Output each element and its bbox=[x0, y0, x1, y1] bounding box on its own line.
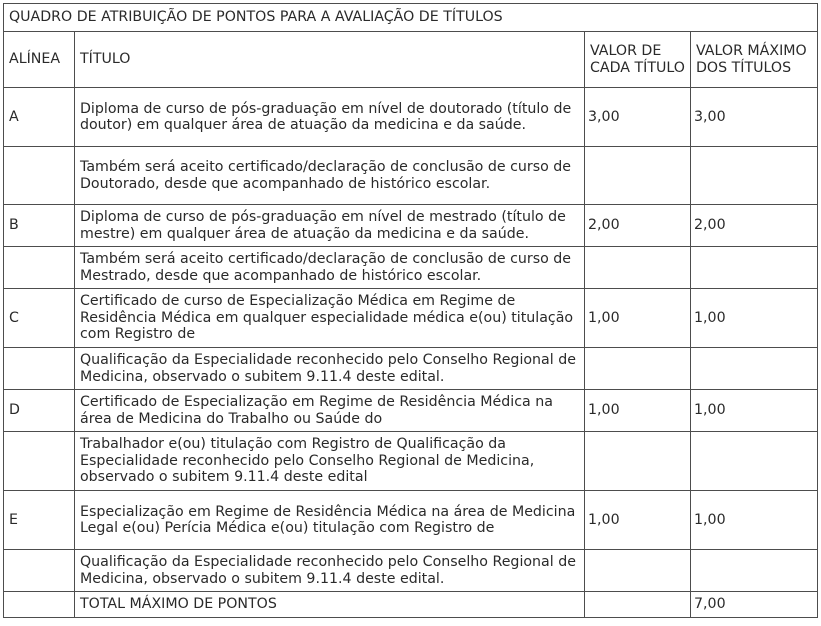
row-alinea bbox=[4, 432, 75, 491]
header-titulo: TÍTULO bbox=[75, 32, 585, 88]
row-alinea: E bbox=[4, 491, 75, 550]
row-valor-cada: 1,00 bbox=[585, 390, 691, 432]
table-row bbox=[4, 247, 818, 289]
row-titulo: Qualificação da Especialidade reconhecido pelo Conselho Regional de Medicina, observado o subitem 9.11.4 deste edital. bbox=[75, 348, 585, 390]
row-valor-maximo: 1,00 bbox=[691, 289, 818, 348]
row-titulo: Também será aceito certificado/declaração de conclusão de curso de Mestrado, desde que acompanhado de histórico escolar. bbox=[75, 247, 585, 289]
row-valor-cada bbox=[585, 348, 691, 390]
row-valor-maximo: 3,00 bbox=[691, 88, 818, 147]
table-row bbox=[4, 550, 818, 592]
row-valor-cada bbox=[585, 247, 691, 289]
table-title-row bbox=[4, 4, 818, 32]
total-value: 7,00 bbox=[691, 592, 818, 618]
row-titulo: Também será aceito certificado/declaração de conclusão de curso de Doutorado, desde que acompanhado de histórico escolar. bbox=[75, 147, 585, 205]
points-table bbox=[3, 3, 818, 618]
header-valor-maximo: VALOR MÁXIMO DOS TÍTULOS bbox=[691, 32, 818, 88]
row-titulo: Certificado de curso de Especialização Médica em Regime de Residência Médica em qualquer especialidade médica e(ou) titulação com Registro de bbox=[75, 289, 585, 348]
row-valor-cada bbox=[585, 550, 691, 592]
table-row bbox=[4, 289, 818, 348]
row-valor-cada: 3,00 bbox=[585, 88, 691, 147]
row-titulo: Diploma de curso de pós-graduação em nível de mestrado (título de mestre) em qualquer área de atuação da medicina e da saúde. bbox=[75, 205, 585, 247]
row-alinea bbox=[4, 147, 75, 205]
row-valor-cada bbox=[585, 432, 691, 491]
row-alinea: C bbox=[4, 289, 75, 348]
total-row bbox=[4, 592, 818, 618]
total-label: TOTAL MÁXIMO DE PONTOS bbox=[75, 592, 585, 618]
row-valor-maximo: 1,00 bbox=[691, 390, 818, 432]
row-titulo: Trabalhador e(ou) titulação com Registro de Qualificação da Especialidade reconhecido pelo Conselho Regional de Medicina, observado o subitem 9.11.4 deste edital bbox=[75, 432, 585, 491]
row-valor-maximo: 2,00 bbox=[691, 205, 818, 247]
row-alinea: A bbox=[4, 88, 75, 147]
table-row bbox=[4, 205, 818, 247]
table-row bbox=[4, 147, 818, 205]
row-valor-maximo bbox=[691, 550, 818, 592]
row-valor-cada: 2,00 bbox=[585, 205, 691, 247]
row-valor-maximo bbox=[691, 348, 818, 390]
header-valor-cada: VALOR DE CADA TÍTULO bbox=[585, 32, 691, 88]
table-header-row bbox=[4, 32, 818, 88]
table-row bbox=[4, 432, 818, 491]
total-valor-cada-empty bbox=[585, 592, 691, 618]
row-titulo: Diploma de curso de pós-graduação em nível de doutorado (título de doutor) em qualquer área de atuação da medicina e da saúde. bbox=[75, 88, 585, 147]
row-valor-maximo bbox=[691, 147, 818, 205]
row-alinea bbox=[4, 550, 75, 592]
table-row bbox=[4, 348, 818, 390]
row-titulo: Qualificação da Especialidade reconhecido pelo Conselho Regional de Medicina, observado o subitem 9.11.4 deste edital. bbox=[75, 550, 585, 592]
row-titulo: Especialização em Regime de Residência Médica na área de Medicina Legal e(ou) Perícia Médica e(ou) titulação com Registro de bbox=[75, 491, 585, 550]
row-valor-maximo: 1,00 bbox=[691, 491, 818, 550]
table-row bbox=[4, 491, 818, 550]
row-valor-cada: 1,00 bbox=[585, 289, 691, 348]
row-alinea: D bbox=[4, 390, 75, 432]
header-alinea: ALÍNEA bbox=[4, 32, 75, 88]
row-titulo: Certificado de Especialização em Regime de Residência Médica na área de Medicina do Trabalho ou Saúde do bbox=[75, 390, 585, 432]
row-alinea bbox=[4, 247, 75, 289]
row-valor-cada bbox=[585, 147, 691, 205]
table-row bbox=[4, 390, 818, 432]
row-valor-cada: 1,00 bbox=[585, 491, 691, 550]
row-valor-maximo bbox=[691, 247, 818, 289]
table-row bbox=[4, 88, 818, 147]
row-valor-maximo bbox=[691, 432, 818, 491]
row-alinea: B bbox=[4, 205, 75, 247]
table-title: QUADRO DE ATRIBUIÇÃO DE PONTOS PARA A AVALIAÇÃO DE TÍTULOS bbox=[4, 4, 818, 32]
row-alinea bbox=[4, 348, 75, 390]
total-alinea-empty bbox=[4, 592, 75, 618]
